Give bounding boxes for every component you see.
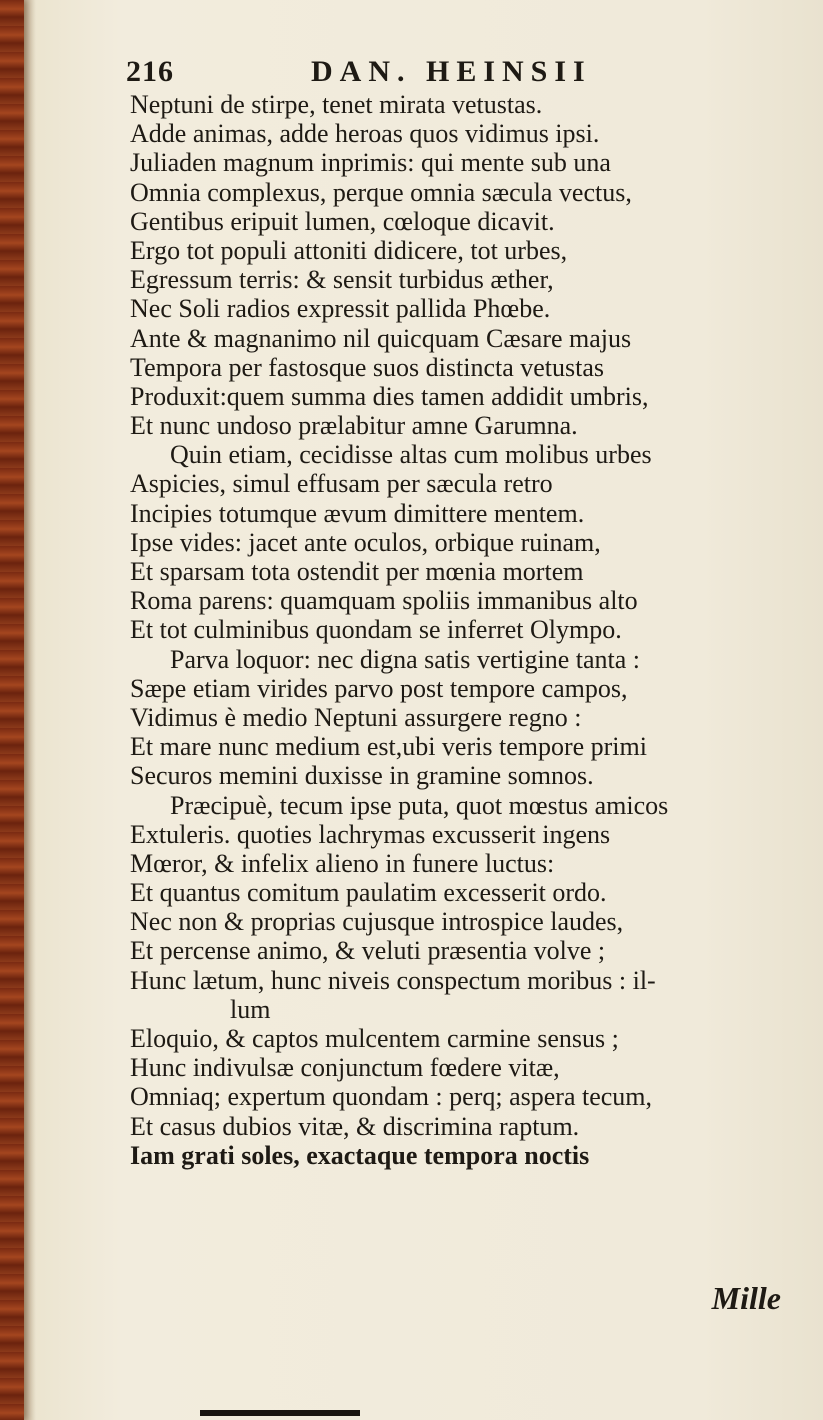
text-line: Neptuni de stirpe, tenet mirata vetustas. [130,90,543,119]
catchword: Mille [711,1280,781,1316]
text-line: Roma parens: quamquam spoliis immanibus alto [130,586,638,616]
text-line: Præcipuè, tecum ipse puta, quot mœstus amicos [170,790,669,820]
text-line: Produxit:quem summa dies tamen addidit umbris, [130,381,649,411]
page-header [126,55,646,95]
poem-text [130,90,790,1170]
gutter-shadow [24,0,36,1420]
text-line: Et casus dubios vitæ, & discrimina raptum. [130,1111,580,1141]
text-line: Omniaq; expertum quondam : perq; aspera tecum, [130,1082,653,1112]
text-line: Ante & magnanimo nil quicquam Cæsare majus [130,323,632,353]
text-line: Eloquio, & captos mulcentem carmine sensus ; [130,1024,619,1053]
text-line: Nec non & proprias cujusque introspice laudes, [130,907,624,937]
text-line: Ergo tot populi attoniti didicere, tot urbes, [130,235,568,265]
text-line: Parva loquor: nec digna satis vertigine tanta : [170,644,641,674]
text-line: Extuleris. quoties lachrymas excusserit ingens [130,819,611,849]
text-line: Iam grati soles, exactaque tempora noctis [130,1140,590,1170]
text-line: Et nunc undoso prælabitur amne Garumna. [130,411,578,441]
text-line: Et quantus comitum paulatim excesserit ordo. [130,878,607,908]
text-line: Ipse vides: jacet ante oculos, orbique ruinam, [130,527,601,557]
book-binding-edge [0,0,24,1420]
text-line: Tempora per fastosque suos distincta vetustas [130,352,605,382]
text-line: Juliaden magnum inprimis: qui mente sub una [130,148,611,178]
text-line: Gentibus eripuit lumen, cœloque dicavit. [130,206,555,236]
text-line: Et sparsam tota ostendit per mœnia mortem [130,557,584,586]
text-line: Incipies totumque ævum dimittere mentem. [130,498,585,528]
text-line: Nec Soli radios expressit pallida Phœbe. [130,294,551,324]
text-line: Hunc lætum, hunc niveis conspectum moribus : il- [130,965,656,995]
text-line: Quin etiam, cecidisse altas cum molibus urbes [170,440,652,470]
text-line: Egressum terris: & sensit turbidus æther, [130,265,554,295]
text-line: Securos memini duxisse in gramine somnos. [130,761,594,791]
text-line: Et mare nunc medium est,ubi veris tempore primi [130,732,647,762]
text-line: Vidimus è medio Neptuni assurgere regno : [130,702,582,732]
text-line: Aspicies, simul effusam per sæcula retro [130,469,553,499]
text-line: Et percense animo, & veluti præsentia volve ; [130,936,606,966]
bottom-rule [200,1410,360,1416]
page-number: 216 [126,55,174,88]
text-line: Hunc indivulsæ conjunctum fœdere vitæ, [130,1053,560,1083]
text-line: Sæpe etiam virides parvo post tempore campos, [130,673,628,703]
text-line-continuation: lum [230,994,271,1024]
text-line: Mœror, & infelix alieno in funere luctus: [130,848,555,878]
text-line: Adde animas, adde heroas quos vidimus ipsi. [130,119,600,149]
text-line: Omnia complexus, perque omnia sæcula vectus, [130,177,632,207]
text-line: Et tot culminibus quondam se inferret Olympo. [130,615,622,645]
running-head: DAN. HEINSII [311,55,592,88]
